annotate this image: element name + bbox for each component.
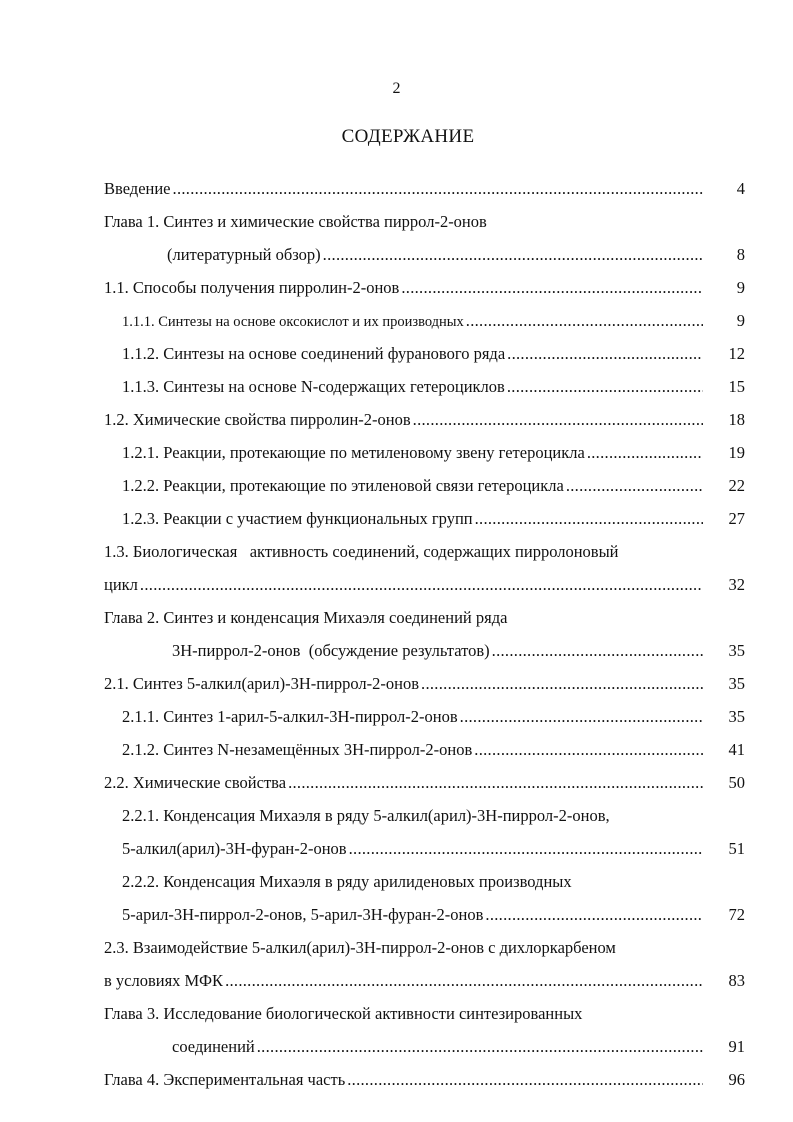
toc-entry [122, 870, 705, 894]
toc-entry [122, 507, 705, 531]
toc-leader [413, 408, 703, 432]
toc-entry [122, 837, 705, 861]
toc-entry-text: 1.1.2. Синтезы на основе соединений фуранового ряда [122, 344, 506, 363]
toc-leader [507, 375, 703, 399]
toc-entry-text: Глава 1. Синтез и химические свойства пиррол-2-онов [104, 212, 487, 231]
toc-entry [122, 804, 705, 828]
toc-entry-text: 1.2.1. Реакции, протекающие по метиленовому звену гетероцикла [122, 443, 585, 462]
toc-entry-text: 1.2.3. Реакции с участием функциональных групп [122, 509, 473, 528]
toc-entry [122, 474, 705, 498]
toc-leader [460, 705, 703, 729]
toc-entry-text: 5-арил-3Н-пиррол-2-онов, 5-арил-3Н-фуран-2-онов [122, 905, 484, 924]
toc-leader [474, 738, 703, 762]
toc-entry-text: Глава 2. Синтез и конденсация Михаэля соединений ряда [104, 608, 508, 627]
toc-leader [323, 243, 703, 267]
toc-page-number: 27 [728, 509, 745, 528]
page-title: СОДЕРЖАНИЕ [341, 126, 475, 147]
toc-leader [349, 837, 703, 861]
toc-entry-text: соединений [172, 1037, 255, 1056]
toc-entry [172, 1035, 705, 1059]
toc-entry-text: 2.1.2. Синтез N-незамещённых 3Н-пиррол-2-онов [122, 740, 473, 759]
toc-entry-text: 5-алкил(арил)-3Н-фуран-2-онов [122, 839, 347, 858]
toc-page-number: 35 [728, 674, 745, 693]
toc-leader [587, 441, 703, 465]
toc-entry-text: 2.2.2. Конденсация Михаэля в ряду арилиденовых производных [122, 872, 572, 891]
toc-entry-text: 2.2. Химические свойства [104, 773, 287, 792]
toc-entry-text: 2.3. Взаимодействие 5-алкил(арил)-3Н-пиррол-2-онов с дихлоркарбеном [104, 938, 616, 957]
toc-leader [566, 474, 703, 498]
toc-entry-text: цикл [104, 575, 138, 594]
toc-entry-text: Глава 3. Исследование биологической активности синтезированных [104, 1004, 583, 1023]
page-number: 2 [392, 80, 401, 97]
toc-leader [475, 507, 703, 531]
toc-page-number: 22 [728, 476, 745, 495]
toc-entry [172, 639, 705, 663]
toc-leader [485, 903, 703, 927]
toc-entry-text: в условиях МФК [104, 971, 224, 990]
toc-entry-text: 3Н-пиррол-2-онов (обсуждение результатов) [172, 641, 490, 660]
toc-entry [104, 606, 705, 630]
toc-page-number: 35 [728, 641, 745, 660]
toc-entry-text: (литературный обзор) [167, 245, 321, 264]
toc-entry [104, 540, 705, 564]
toc-entry [104, 771, 705, 795]
toc-page-number: 9 [736, 278, 745, 297]
toc-leader [288, 771, 703, 795]
toc-entry [122, 738, 705, 762]
toc-entry [104, 1068, 705, 1092]
toc-entry [104, 210, 705, 234]
toc-page-number: 50 [728, 773, 745, 792]
toc-entry [104, 672, 705, 696]
toc-page-number: 4 [736, 179, 745, 198]
toc-page-number: 19 [728, 443, 745, 462]
toc-page-number: 18 [728, 410, 745, 429]
toc-entry-text: 1.3. Биологическая активность соединений, содержащих пирролоновый [104, 542, 619, 561]
toc-leader [401, 276, 703, 300]
toc-page-number: 91 [728, 1037, 745, 1056]
toc-entry-text: 2.1. Синтез 5-алкил(арил)-3Н-пиррол-2-онов [104, 674, 420, 693]
toc-page-number: 32 [728, 575, 745, 594]
toc-entry-text: 1.1.3. Синтезы на основе N-содержащих гетероциклов [122, 377, 505, 396]
toc-entry [104, 177, 705, 201]
toc-entry-text: 1.2.2. Реакции, протекающие по этиленовой связи гетероцикла [122, 476, 564, 495]
toc-leader [347, 1068, 703, 1092]
toc-entry-text: Глава 4. Экспериментальная часть [104, 1070, 346, 1089]
toc-page-number: 8 [736, 245, 745, 264]
toc-entry [122, 705, 705, 729]
toc-page-number: 15 [728, 377, 745, 396]
toc-entry-text: 1.1. Способы получения пирролин-2-онов [104, 278, 400, 297]
toc-entry [104, 573, 705, 597]
toc-entry [104, 276, 705, 300]
toc-entry [167, 243, 705, 267]
toc-leader [466, 309, 703, 333]
toc-entry [104, 408, 705, 432]
toc-leader [140, 573, 703, 597]
toc-leader [173, 177, 703, 201]
toc-page-number: 72 [728, 905, 745, 924]
toc-entry [122, 309, 705, 333]
toc-entry [104, 1002, 705, 1026]
toc-page-number: 9 [736, 311, 745, 330]
toc-leader [492, 639, 703, 663]
toc-leader [257, 1035, 703, 1059]
toc-entry [122, 342, 705, 366]
toc-page-number: 12 [728, 344, 745, 363]
toc-leader [225, 969, 703, 993]
toc-entry [104, 969, 705, 993]
toc-leader [421, 672, 703, 696]
toc-entry [122, 441, 705, 465]
toc-entry [122, 903, 705, 927]
toc-entry-text: Введение [104, 179, 171, 198]
toc-entry-text: 1.2. Химические свойства пирролин-2-онов [104, 410, 411, 429]
toc-entry [104, 936, 705, 960]
toc-entry-text: 2.2.1. Конденсация Михаэля в ряду 5-алкил(арил)-3Н-пиррол-2-онов, [122, 806, 610, 825]
toc-page-number: 83 [728, 971, 745, 990]
toc-page-number: 35 [728, 707, 745, 726]
toc-page-number: 51 [728, 839, 745, 858]
toc-page-number: 41 [728, 740, 745, 759]
toc-entry-text: 2.1.1. Синтез 1-арил-5-алкил-3Н-пиррол-2-онов [122, 707, 458, 726]
toc-page-number: 96 [728, 1070, 745, 1089]
toc-leader [507, 342, 703, 366]
toc-entry [122, 375, 705, 399]
toc-entry-text: 1.1.1. Синтезы на основе оксокислот и их производных [122, 314, 464, 330]
